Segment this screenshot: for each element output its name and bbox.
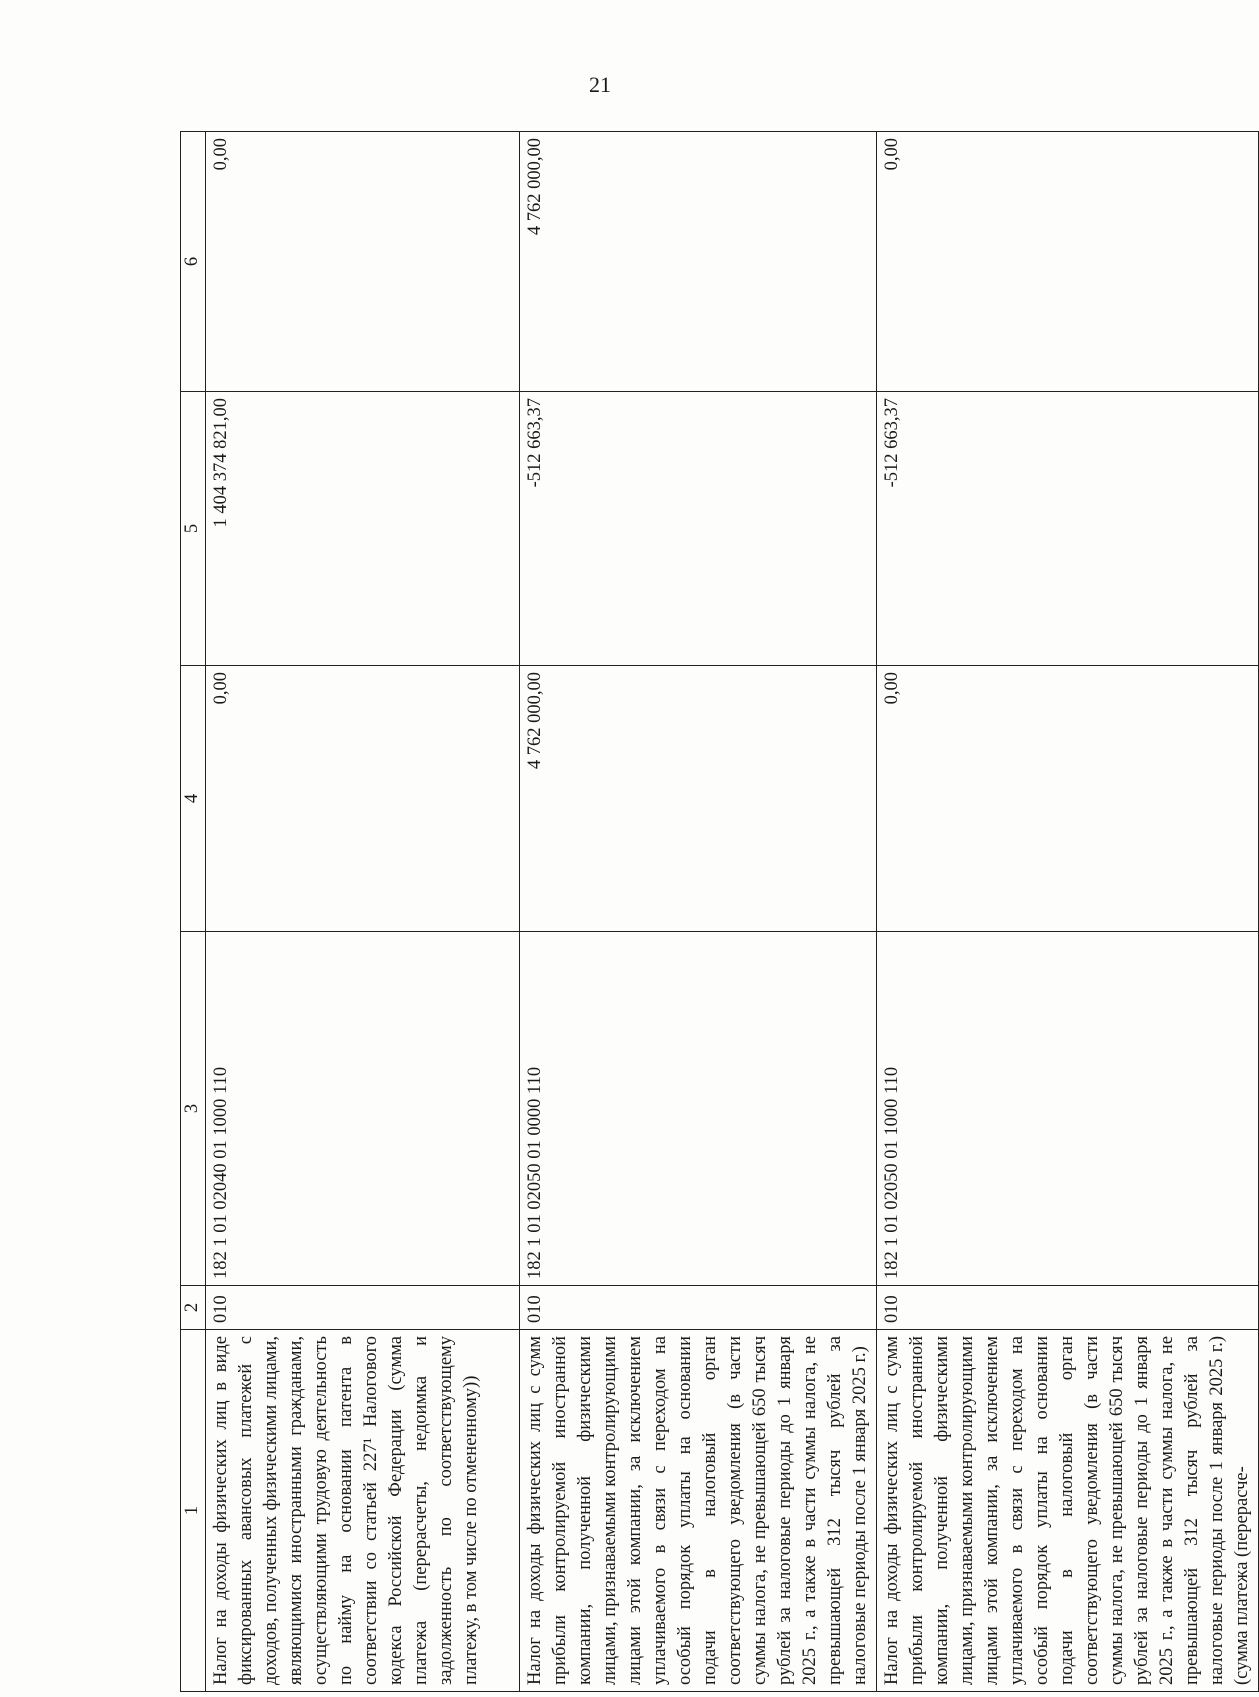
amount-col4: 4 762 000,00	[520, 666, 877, 932]
rotated-table-page	[180, 132, 1252, 1692]
amount-col4: 0,00	[206, 666, 520, 932]
column-header-3: 3	[181, 932, 206, 1286]
income-description: Налог на доходы физических лиц в виде фиксированных авансовых платежей с доходов, полученных физическими лицами, являющимися иностранными гражданами, осуществляющими трудовую деятельность по найму на основании патента в соответствии со статьей 227¹ Налогового кодекса Российской Федерации (сумма платежа (перерасчеты, недоимка и задолженность по соответствующему платежу, в том числе по отмененному))	[206, 1330, 520, 1692]
table-row	[520, 132, 877, 1692]
amount-col6: 0,00	[206, 132, 520, 392]
column-header-4: 4	[181, 666, 206, 932]
amount-col6: 4 762 000,00	[520, 132, 877, 392]
admin-code: 010	[520, 1286, 877, 1330]
budget-classification-code: 182 1 01 02050 01 0000 110	[520, 932, 877, 1286]
amount-col4: 0,00	[877, 666, 1259, 932]
income-description: Налог на доходы физических лиц с сумм прибыли контролируемой иностранной компании, полученной физическими лицами, признаваемыми контролирующими лицами этой компании, за исключением уплачиваемого в связи с переходом на особый порядок уплаты на основании подачи в налоговый орган соответствующего уведомления (в части суммы налога, не превышающей 650 тысяч рублей за налоговые периоды до 1 января 2025 г., а также в части суммы налога, не превышающей 312 тысяч рублей за налоговые периоды после 1 января 2025 г.)	[520, 1330, 877, 1692]
amount-col6: 0,00	[877, 132, 1259, 392]
table-row	[206, 132, 520, 1692]
column-header-2: 2	[181, 1286, 206, 1330]
budget-classification-code: 182 1 01 02040 01 1000 110	[206, 932, 520, 1286]
amount-col5: -512 663,37	[877, 392, 1259, 666]
table-row	[877, 132, 1259, 1692]
page-number: 21	[589, 72, 611, 97]
budget-classification-code: 182 1 01 02050 01 1000 110	[877, 932, 1259, 1286]
column-header-6: 6	[181, 132, 206, 392]
column-header-5: 5	[181, 392, 206, 666]
admin-code: 010	[877, 1286, 1259, 1330]
income-description: Налог на доходы физических лиц с сумм прибыли контролируемой иностранной компании, полученной физическими лицами, признаваемыми контролирующими лицами этой компании, за исключением уплачиваемого в связи с переходом на особый порядок уплаты на основании подачи в налоговый орган соответствующего уведомления (в части суммы налога, не превышающей 650 тысяч рублей за налоговые периоды до 1 января 2025 г., а также в части суммы налога, не превышающей 312 тысяч рублей за налоговые периоды после 1 января 2025 г.) (сумма платежа (перерасче-	[877, 1330, 1259, 1692]
column-header-1: 1	[181, 1330, 206, 1692]
budget-table	[180, 131, 1259, 1692]
column-number-row	[181, 132, 206, 1692]
amount-col5: -512 663,37	[520, 392, 877, 666]
amount-col5: 1 404 374 821,00	[206, 392, 520, 666]
admin-code: 010	[206, 1286, 520, 1330]
